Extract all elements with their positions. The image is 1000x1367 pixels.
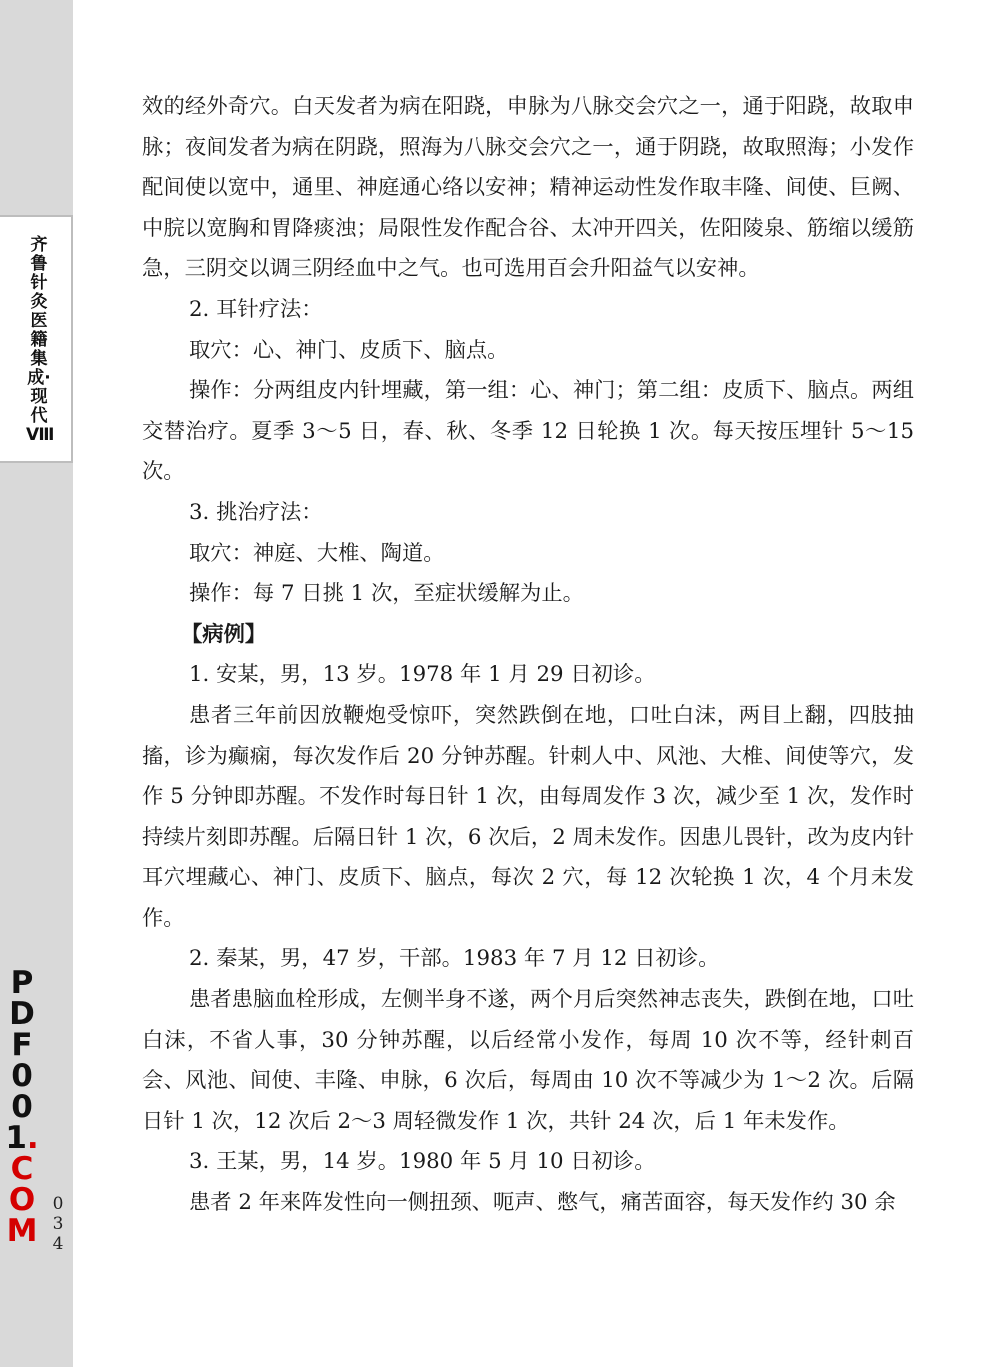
section-heading-picking-therapy: 3. 挑治疗法：	[189, 499, 323, 525]
case-title: 3. 王某，男，14 岁。1980 年 5 月 10 日初诊。	[189, 1149, 656, 1175]
section-heading-ear-acupuncture: 2. 耳针疗法：	[189, 296, 323, 322]
paragraph: 患者患脑血栓形成，左侧半身不遂，两个月后突然神志丧失，跌倒在地，口吐白沫，不省人事，30 分钟苏醒，以后经常小发作，每周 10 次不等，经针刺百会、风池、间使、丰隆、申脉，6 次后，每周由 10 次不等减少为 1～2 次。后隔日针 1 次，12 次后 2～3 周轻微发作 1 次，共针 24 次，后 1 年未发作。	[142, 987, 914, 1134]
case-heading: 【病例】	[181, 621, 267, 647]
book-title: 齐鲁针灸医籍集成·现代Ⅷ	[26, 235, 55, 445]
paragraph: 操作：每 7 日挑 1 次，至症状缓解为止。	[189, 581, 584, 607]
watermark-text-pdf: PDF001	[5, 965, 35, 1156]
paragraph: 取穴：心、神门、皮质下、脑点。	[189, 337, 509, 363]
paragraph: 取穴：神庭、大椎、陶道。	[189, 540, 445, 566]
paragraph: 患者 2 年来阵发性向一侧扭颈、呃声、憋气，痛苦面容，每天发作约 30 余	[189, 1190, 896, 1216]
case-title: 1. 安某，男，13 岁。1978 年 1 月 29 日初诊。	[189, 662, 656, 688]
paragraph: 操作：分两组皮内针埋藏，第一组：心、神门；第二组：皮质下、脑点。两组交替治疗。夏季 3～5 日，春、秋、冬季 12 日轮换 1 次。每天按压埋针 5～15 次。	[142, 378, 914, 485]
body-text	[142, 87, 914, 1224]
paragraph: 患者三年前因放鞭炮受惊吓，突然跌倒在地，口吐白沫，两目上翻，四肢抽搐，诊为癫痫，每次发作后 20 分钟苏醒。针刺人中、风池、大椎、间使等穴，发作 5 分钟即苏醒。不发作时每日针 1 次，由每周发作 3 次，减少至 1 次，发作时持续片刻即苏醒。后隔日针 1 次，6 次后，2 周未发作。因患儿畏针，改为皮内针耳穴埋藏心、神门、皮质下、脑点，每次 2 穴，每 12 次轮换 1 次，4 个月未发作。	[142, 702, 914, 931]
paragraph: 效的经外奇穴。白天发者为病在阳跷，申脉为八脉交会穴之一，通于阳跷，故取申脉；夜间发者为病在阴跷，照海为八脉交会穴之一，通于阴跷，故取照海；小发作配间使以宽中，通里、神庭通心络以安神；精神运动性发作取丰隆、间使、巨阙、中脘以宽胸和胃降痰浊；局限性发作配合谷、太冲开四关，佐阳陵泉、筋缩以缓筋急，三阴交以调三阴经血中之气。也可选用百会升阳益气以安神。	[142, 94, 914, 282]
watermark-text-com: .COM	[6, 1120, 39, 1249]
page-number: 034	[52, 1194, 64, 1254]
watermark	[2, 965, 42, 1249]
case-title: 2. 秦某，男，47 岁，干部。1983 年 7 月 12 日初诊。	[189, 946, 720, 972]
